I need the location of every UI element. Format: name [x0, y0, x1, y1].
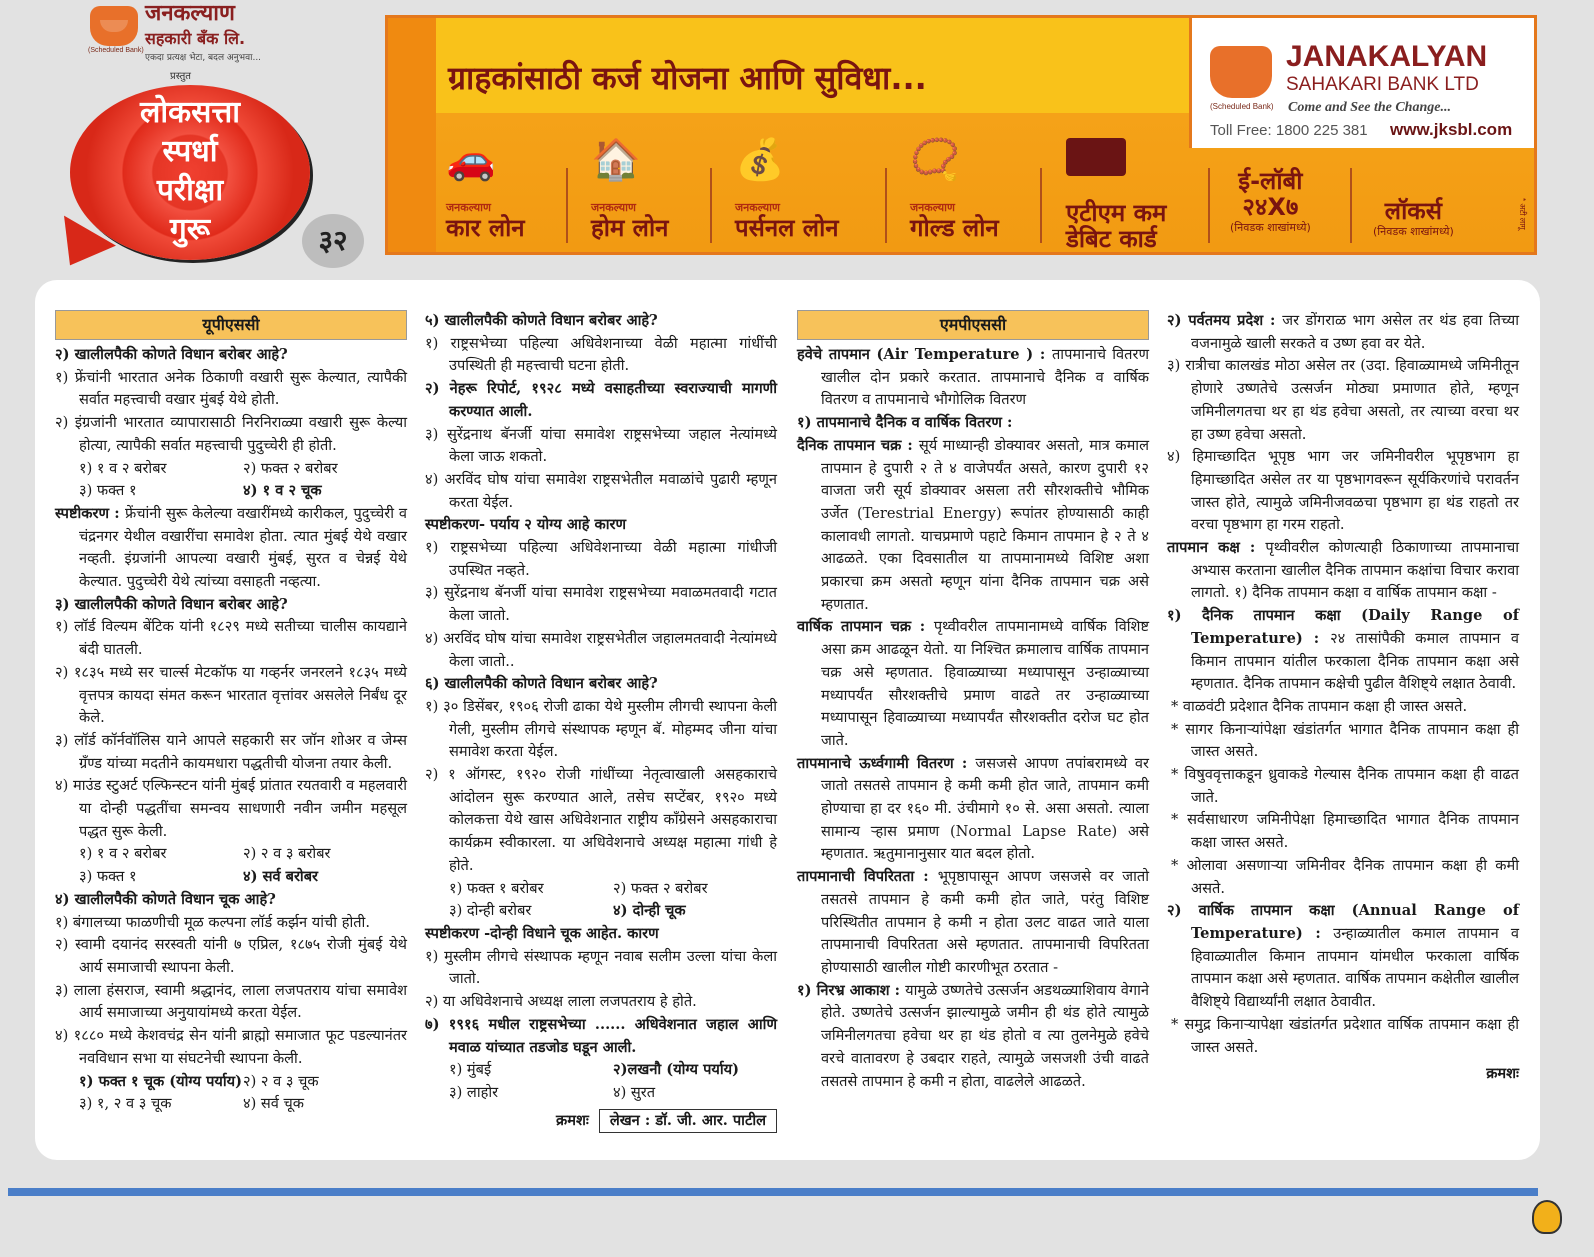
statement: १) बंगालच्या फाळणीची मूळ कल्पना लॉर्ड कर्झन यांची होती. — [55, 913, 370, 931]
title-bubble — [70, 85, 310, 260]
paragraph-lead: २) वार्षिक तापमान कक्षा (Annual Range of Temperature) : — [1167, 902, 1519, 942]
question: ४) खालीलपैकी कोणते विधान चूक आहे? — [55, 890, 276, 908]
statement: ४) अरविंद घोष यांचा समावेश राष्ट्रसभेतील मवाळांचे पुढारी म्हणून करता येईल. — [425, 470, 777, 511]
bullet-item: * ओलावा असणाऱ्या जमिनीवर दैनिक तापमान कक्षा ही कमी असते. — [1171, 856, 1519, 897]
statement: ४) १८८० मध्ये केशवचंद्र सेन यांनी ब्राह्मो समाजात फूट पडल्यानंतर नवविधान सभा या संघटनेची स्थापना केली. — [55, 1027, 407, 1067]
correct-option: ४) दोन्ही चूक — [613, 902, 686, 920]
brand-label: जनकल्याण — [591, 201, 636, 214]
title-line: लोकसत्ता — [140, 95, 240, 130]
home-icon: 🏠 — [591, 137, 641, 183]
scheduled-label: (Scheduled Bank) — [88, 47, 144, 54]
correct-option: २)लखनौ (योग्य पर्याय) — [613, 1061, 739, 1079]
statement: ४) अरविंद घोष यांचा समावेश राष्ट्रसभेतील जहालमतवादी नेत्यांमध्ये केला जातो.. — [425, 629, 777, 670]
bank-name-en-2: SAHAKARI BANK LTD — [1286, 74, 1479, 95]
answer-options — [425, 1059, 777, 1104]
paragraph-text: फ्रेंचांनी सुरू केलेल्या वखारींमध्ये कारीकल, पुदुच्चेरी व चंद्रनगर येथील वखारींचा समावेश होता. त्यात मुंबई येथे वखार नव्हती. इंग्रजांनी आपल्या वखारी मुंबई, सुरत व चेन्नई येथे केल्यात. पुदुच्चेरी येथे त्यांच्या वसाहती नव्हत्या. — [79, 504, 407, 591]
statement: १) ३० डिसेंबर, १९०६ रोजी ढाका येथे मुस्लीम लीगची स्थापना केली गेली, मुस्लीम लीगचे संस्थापक म्हणून बॅ. मोहम्मद जीना यांचा समावेश करता येईल. — [425, 697, 777, 761]
question: स्पष्टीकरण- पर्याय २ योग्य आहे कारण — [425, 516, 627, 534]
paragraph — [797, 866, 1149, 980]
paragraph-text: यामुळे उष्णतेचे उत्सर्जन अडथळ्याशिवाय वेगाने होते. उष्णतेचे उत्सर्जन झाल्यामुळे जमीन ही थंड होते त्यामुळे जमिनीलगतचा हवेचा थर हा थंड होतो व त्या तुलनेमुळे हवेचे वरचे वातावरण हे उबदार राहते, त्यामुळे जसजशी उंची वाढते तसतसे तापमान हे कमी न होता, वाढलेले आढळते. — [821, 981, 1149, 1090]
column-upsc-continued — [425, 310, 777, 1133]
option: १) १ व २ बरोबर — [79, 459, 167, 477]
masthead — [40, 0, 380, 270]
option: ३) फक्त १ — [79, 482, 137, 500]
bullet-item: * समुद्र किनाऱ्यापेक्षा खंडांतर्गत प्रदेशात वार्षिक तापमान कक्षा ही जास्त असते. — [1171, 1015, 1519, 1056]
bank-url: www.jksbl.com — [1390, 120, 1513, 139]
question: ६) खालीलपैकी कोणते विधान बरोबर आहे? — [425, 675, 658, 693]
brand-label: जनकल्याण — [446, 201, 491, 214]
option: १) १ व २ बरोबर — [79, 845, 167, 863]
option: ३) फक्त १ — [79, 868, 137, 886]
paragraph — [55, 503, 407, 594]
presents-label: प्रस्तुत — [170, 71, 191, 82]
title-line: गुरू — [169, 212, 211, 247]
option: ४) सर्व चूक — [243, 1095, 305, 1113]
paragraph-text: तापमानाचे वितरण खालील दोन प्रकारे करतात. तापमानाचे दैनिक व वार्षिक वितरण व तापमानाचे भौगोलिक वितरण — [821, 346, 1150, 409]
product-atm — [1066, 138, 1196, 252]
paragraph — [797, 616, 1149, 752]
question: २) खालीलपैकी कोणते विधान बरोबर आहे? — [55, 346, 288, 363]
option: ३) लाहोर — [449, 1083, 499, 1101]
statement: २) १ ऑगस्ट, १९२० रोजी गांधींच्या नेतृत्वाखाली असहकाराचे आंदोलन सुरू करण्यात आले, तसेच सप्टेंबर, १९२० मध्ये कोलकत्ता येथे खास अधिवेशनात राष्ट्रीय काँग्रेसने असहकाराचा कार्यक्रम स्वीकारला. या अधिवेशनाचे अध्यक्ष महात्मा गांधी हे होते. — [425, 766, 777, 874]
option: ४) सुरत — [613, 1083, 656, 1101]
correct-option: ४) सर्व बरोबर — [243, 868, 319, 886]
answer-options — [55, 843, 407, 888]
bank-tagline: एकदा प्रत्यक्ष भेटा, बदल अनुभवा... — [145, 53, 262, 63]
paragraph-text: पृथ्वीवरील कोणत्याही ठिकाणाच्या तापमानाचा अभ्यास करताना खालील दैनिक तापमान कक्षांचा विचार करावा लागतो. १) दैनिक तापमान कक्षा व वार्षिक तापमान कक्षा - — [1191, 539, 1519, 602]
option: १) मुंबई — [449, 1061, 492, 1079]
money-bag-icon: 💰 — [735, 137, 785, 183]
branch-note: (निवडक शाखांमध्ये) — [1373, 225, 1454, 238]
paragraph — [1167, 537, 1519, 605]
brand-label: जनकल्याण — [735, 201, 780, 214]
author-byline: लेखन : डॉ. जी. आर. पाटील — [599, 1109, 777, 1134]
paragraph-text: जसजसे आपण तपांबरामध्ये वर जातो तसतसे तापमान हे कमी कमी होत जाते, तापमान कमी होण्याचा हा दर १६० मी. उंचीमागे १० से. असा असतो. त्याला सामान्य ऱ्हास प्रमाण (Normal Lapse Rate) असे म्हणतात. ऋतुमानानुसार यात बदल होतो. — [821, 754, 1149, 863]
continued-label: क्रमशः — [1486, 1065, 1519, 1083]
paragraph-lead: तापमानाचे ऊर्ध्वगामी वितरण : — [797, 754, 976, 772]
paragraph-lead: तापमान कक्ष : — [1167, 539, 1266, 557]
toll-free: Toll Free: 1800 225 381 — [1210, 122, 1368, 139]
article-panel — [35, 280, 1540, 1160]
column-mpsc-continued — [1167, 310, 1519, 1086]
owl-icon — [1532, 1200, 1562, 1234]
bullet-item: * वाळवंटी प्रदेशात दैनिक तापमान कक्षा ही जास्त असते. — [1171, 697, 1468, 715]
product-label: एटीएम कम डेबिट कार्ड — [1066, 199, 1167, 253]
answer-options — [55, 1071, 407, 1116]
bank-name-2: सहकारी बँक लि. — [145, 29, 246, 48]
option: २) फक्त २ बरोबर — [613, 879, 708, 897]
product-label: गोल्ड लोन — [910, 214, 999, 242]
statement: ४) माउंड स्टुअर्ट एल्फिन्स्टन यांनी मुंबई प्रांतात रयतवारी व महलवारी या दोन्ही पद्धतींचा समन्वय साधणारी नवीन जमीन महसूल पद्धत सुरू केली. — [55, 777, 407, 840]
option: २) २ व ३ बरोबर — [243, 845, 331, 863]
paragraph — [797, 344, 1149, 412]
necklace-icon: 📿 — [910, 137, 960, 183]
answer-options — [55, 458, 407, 503]
product-lockers — [1373, 198, 1454, 239]
statement: १) राष्ट्रसभेच्या पहिल्या अधिवेशनाच्या वेळी महात्मा गांधीजी उपस्थित नव्हते. — [425, 539, 777, 579]
product-car-loan — [446, 138, 525, 241]
section-heading: यूपीएससी — [55, 310, 407, 340]
statement: २) स्वामी दयानंद सरस्वती यांनी ७ एप्रिल, १८७५ रोजी मुंबई येथे आर्य समाजाची स्थापना केली. — [55, 936, 407, 976]
terms-note: * अटी लागू — [1518, 198, 1527, 230]
paragraph-lead: स्पष्टीकरण : — [55, 504, 125, 522]
title-line: परीक्षा — [156, 173, 224, 208]
paragraph-text: सूर्य माध्यान्ही डोक्यावर असतो, मात्र कमाल तापमान हे दुपारी २ ते ४ वाजेपर्यंत असते, कारण दुपारी १२ वाजता जरी सूर्य डोक्यावर असला तरी सौरशक्तीचे भौमिक उर्जेत (Terestrial Energy) रूपांतर होण्यासाठी काही कालावधी लागतो. याचप्रमाणे पहाटे किमान तापमान हे २ ते ४ आढळते. एका दिवसातील या तापमानामध्ये विशिष्ट अशा प्रकारचा क्रम असतो म्हणून यांना दैनिक तापमान चक्र असे म्हणतात. — [821, 436, 1149, 613]
option: ३) दोन्ही बरोबर — [449, 902, 532, 920]
paragraph — [1167, 900, 1519, 1014]
paragraph — [797, 435, 1149, 617]
statement: २) १८३५ मध्ये सर चार्ल्स मेटकॉफ या गव्हर्नर जनरलने १८३५ मध्ये वृत्तपत्र कायदा संमत करून भारतात वृत्तांवर असलेले निर्बंध दूर केले. — [55, 663, 407, 727]
section-heading: एमपीएससी — [797, 310, 1149, 340]
bank-tagline-en: Come and See the Change... — [1288, 100, 1451, 115]
paragraph — [1167, 310, 1519, 355]
product-label: पर्सनल लोन — [735, 214, 839, 242]
question: ७) १९१६ मधील राष्ट्रसभेच्या ...... अधिवेशनात जहाल आणि मवाळ यांच्यात तडजोड घडून आली. — [425, 1015, 777, 1056]
issue-number: ३२ — [302, 214, 364, 268]
statement: ३) सुरेंद्रनाथ बॅनर्जी यांचा समावेश राष्ट्रसभेच्या जहाल नेत्यांमध्ये केला जाऊ शकतो. — [425, 425, 777, 466]
statement: ३) रात्रीचा कालखंड मोठा असेल तर (उदा. हिवाळ्यामध्ये जमिनीतून होणारे उष्णतेचे उत्सर्जन मोठ्या प्रमाणात होते, म्हणून जमिनीलगतचा थर हा थंड हवेचा असतो, तर त्याच्या वरचा थर हा उष्ण हवेचा असतो. — [1167, 357, 1519, 443]
product-elobby — [1230, 168, 1311, 235]
paragraph — [797, 980, 1149, 1094]
product-label: होम लोन — [591, 214, 669, 242]
statement: १) राष्ट्रसभेच्या पहिल्या अधिवेशनाच्या वेळी महात्मा गांधींची उपस्थिती ही महत्त्वाची घटना होती. — [425, 334, 777, 375]
statement: ३) लॉर्ड कॉर्नवॉलिस याने आपले सहकारी सर जॉन शोअर व जेम्स ग्रँण्ड यांच्या मदतीने कायमधारा पद्धतीची योजना तयार केली. — [55, 731, 407, 772]
statement: १) मुस्लीम लीगचे संस्थापक म्हणून नवाब सलीम उल्ला यांचा केला जातो. — [425, 947, 777, 988]
ad-bank-logo — [1189, 18, 1534, 148]
paragraph — [1167, 605, 1519, 696]
paragraph-text: उन्हाळ्यातील कमाल तापमान व हिवाळ्यातील किमान तापमान यांमधील फरकाला वार्षिक तापमान कक्षा असे म्हणतात. वार्षिक तापमान कक्षेतील खालील वैशिष्ट्ये विद्यार्थ्यांनी लक्षात ठेवावीत. — [1191, 924, 1519, 1011]
title-line: स्पर्धा — [162, 134, 218, 169]
continued-label: क्रमशः — [556, 1111, 589, 1129]
bank-name: जनकल्याण — [145, 1, 235, 26]
option: १) फक्त १ बरोबर — [449, 879, 544, 897]
bank-emblem-icon — [1210, 46, 1272, 98]
option: २) २ व ३ चूक — [243, 1072, 319, 1090]
paragraph-lead: १) दैनिक तापमान कक्षा (Daily Range of Temperature) : — [1167, 607, 1519, 647]
bank-name-en: JANAKALYAN — [1286, 40, 1488, 73]
product-label: कार लोन — [446, 214, 525, 242]
ad-headline: ग्राहकांसाठी कर्ज योजना आणि सुविधा... — [436, 18, 1191, 113]
column-footer — [425, 1109, 777, 1134]
question: ५) खालीलपैकी कोणते विधान बरोबर आहे? — [425, 312, 658, 329]
option: २) फक्त २ बरोबर — [243, 459, 338, 477]
product-home-loan — [591, 138, 668, 241]
product-label: ई-लॉबी — [1238, 167, 1303, 195]
column-upsc — [55, 310, 407, 1116]
paragraph-lead: १) निरभ्र आकाश : — [797, 981, 906, 999]
brand-label: जनकल्याण — [910, 201, 955, 214]
paragraph-lead: तापमानाची विपरितता : — [797, 868, 938, 886]
paragraph-text: पृथ्वीवरील तापमानामध्ये वार्षिक विशिष्ट असा क्रम आढळून येतो. या निश्चित क्रमालाच वार्षिक तापमान चक्र असे म्हणतात. हिवाळ्याच्या मध्यापासून उन्हाळ्याच्या मध्यापर्यंत सौरशक्तीचे प्रमाण वाढते तर उन्हाळ्याच्या मध्यापासून हिवाळ्याच्या मध्यापर्यंत सौरशक्तीत दरोज घट होत जाते. — [821, 618, 1150, 749]
debit-card-icon — [1066, 138, 1196, 200]
option: ३) १, २ व ३ चूक — [79, 1095, 172, 1113]
statement: ३) लाला हंसराज, स्वामी श्रद्धानंद, लाला लजपतराय यांचा समावेश आर्य समाजाच्या अनुयायांमध्ये करता येईल. — [55, 981, 407, 1022]
bullet-item: * विषुववृत्ताकडून ध्रुवाकडे गेल्यास दैनिक तापमान कक्षा ही वाढत जाते. — [1171, 766, 1519, 806]
statement: २) या अधिवेशनाचे अध्यक्ष लाला लजपतराय हे होते. — [425, 993, 697, 1011]
product-label: लॉकर्स — [1384, 197, 1442, 225]
paragraph-lead: वार्षिक तापमान चक्र : — [797, 618, 934, 636]
product-personal-loan — [735, 138, 839, 241]
question: २) नेहरू रिपोर्ट, १९२८ मध्ये वसाहतीच्या स्वराज्याची मागणी करण्यात आली. — [425, 380, 777, 420]
car-icon: 🚗 — [446, 137, 496, 183]
correct-option: १) फक्त १ चूक (योग्य पर्याय) — [79, 1072, 242, 1090]
paragraph-lead: हवेचे तापमान (Air Temperature ) : — [797, 346, 1052, 363]
paragraph — [797, 753, 1149, 867]
paragraph-text: भूपृष्ठापासून आपण जसजसे वर जातो तसतसे तापमान हे कमी कमी होत जाते, परंतु विशिष्ट परिस्थितीत तापमान हे कमी न होता उलट वाढत जाते याला तापमानाची विपरितता असे म्हणतात. तापमानाची विपरितता होण्यासाठी खालील गोष्टी कारणीभूत ठरतात - — [821, 868, 1149, 976]
scheduled-label: (Scheduled Bank) — [1210, 102, 1274, 111]
statement: ४) हिमाच्छादित भूपृष्ठ भाग जर जमिनीवरील भूपृष्ठभाग हा हिमाच्छादित असेल तर या पृष्ठभागवरून सूर्यकिरणांचे परावर्तन जास्त होते, त्यामुळे जमिनीजवळचा पृष्ठभाग हा थंड राहतो तर वरचा पृष्ठभाग हा गरम राहतो. — [1167, 448, 1519, 534]
column-mpsc — [797, 310, 1149, 1093]
bullet-item: * सर्वसाधारण जमिनीपेक्षा हिमाच्छादित भागात दैनिक तापमान कक्षा जास्त असते. — [1171, 811, 1519, 852]
statement: २) इंग्रजांनी भारतात व्यापारासाठी निरनिराळ्या वखारी सुरू केल्या होत्या, त्यापैकी सर्वात महत्त्वाची पुदुच्चेरी ही होती. — [55, 414, 407, 454]
paragraph-lead: दैनिक तापमान चक्र : — [797, 436, 919, 454]
paragraph-lead: २) पर्वतमय प्रदेश : — [1167, 312, 1283, 329]
statement: १) फ्रेंचांनी भारतात अनेक ठिकाणी वखारी सुरू केल्यात, त्यापैकी सर्वात महत्त्वाची वखार मुंबई येथे होती. — [55, 368, 407, 409]
answer-options — [425, 878, 777, 923]
paragraph-text: जर डोंगराळ भाग असेल तर थंड हवा तिच्या वजनामुळे खाली सरकते व उष्ण हवा वर येते. — [1191, 312, 1519, 352]
bottom-bar — [8, 1188, 1538, 1196]
paragraph-text: २४ तासांपैकी कमाल तापमान व किमान तापमान यांतील फरकाला दैनिक तापमान कक्षा असे म्हणतात. दैनिक तापमान कक्षेची पुढील वैशिष्ट्ये लक्षात ठेवावी. — [1191, 629, 1519, 693]
question: ३) खालीलपैकी कोणते विधान बरोबर आहे? — [55, 595, 288, 613]
elobby-hours: २४X७ — [1242, 193, 1299, 221]
correct-option: ४) १ व २ चूक — [243, 482, 322, 500]
statement: ३) सुरेंद्रनाथ बॅनर्जी यांचा समावेश राष्ट्रसभेच्या मवाळमतवादी गटात केला जातो. — [425, 584, 777, 625]
bullet-item: * सागर किनाऱ्यांपेक्षा खंडांतर्गत भागात दैनिक तापमान कक्षा ही जास्त असते. — [1171, 720, 1519, 761]
bank-logo-icon — [90, 6, 138, 46]
column-footer — [1167, 1063, 1519, 1086]
branch-note: (निवडक शाखांमध्ये) — [1230, 221, 1311, 234]
question: स्पष्टीकरण -दोन्ही विधाने चूक आहेत. कारण — [425, 924, 659, 942]
product-gold-loan — [910, 138, 999, 241]
question: १) तापमानाचे दैनिक व वार्षिक वितरण : — [797, 414, 1013, 432]
statement: १) लॉर्ड विल्यम बेंटिक यांनी १८२९ मध्ये सतीच्या चालीस कायद्याने बंदी घातली. — [55, 618, 407, 659]
bank-advertisement — [385, 15, 1537, 255]
